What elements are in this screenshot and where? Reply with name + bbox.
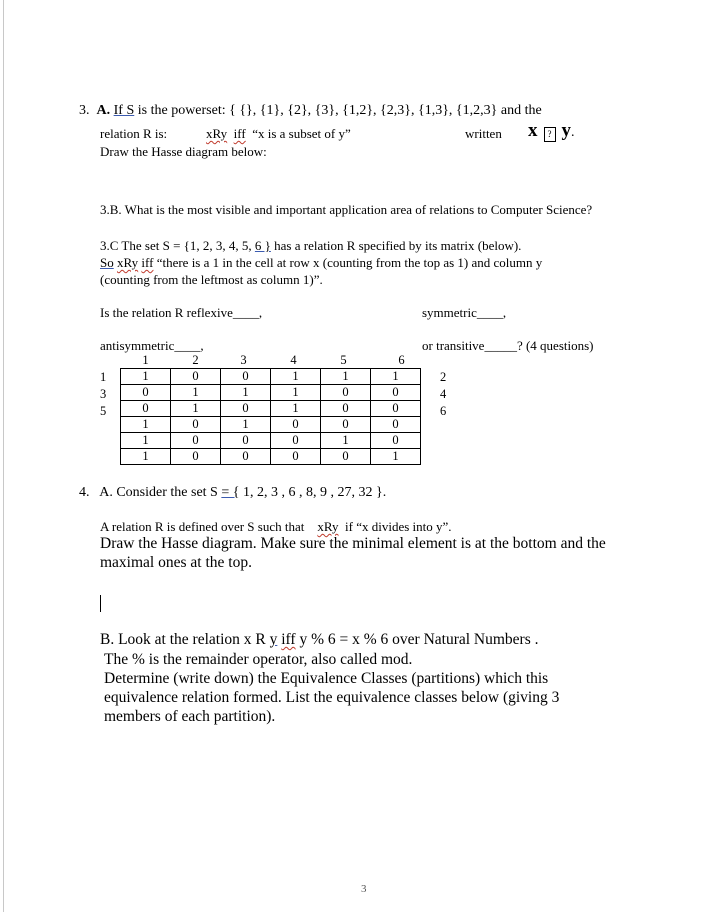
matrix-cell: 0 <box>321 417 371 433</box>
matrix-cell: 1 <box>371 449 421 465</box>
q3c-matrix-text: has a relation R specified by its matrix (below). <box>274 238 522 253</box>
matrix-cell: 1 <box>121 369 171 385</box>
matrix-cell: 0 <box>271 417 321 433</box>
matrix-cell: 0 <box>221 449 271 465</box>
q3a-xry: xRy <box>206 126 228 141</box>
matrix-cell: 1 <box>321 369 371 385</box>
matrix-cell: 0 <box>171 449 221 465</box>
relation-matrix <box>120 368 421 465</box>
col-label-6: 6 <box>398 353 405 367</box>
matrix-cell: 0 <box>171 369 221 385</box>
q3a-written: written <box>465 126 502 141</box>
q4b-relation: B. Look at the relation x R <box>100 631 266 648</box>
q3a-draw-instruction: Draw the Hasse diagram below: <box>100 144 267 159</box>
q4a-line4: maximal ones at the top. <box>100 554 252 571</box>
q4-number: 4. <box>79 485 90 500</box>
matrix-cell: 0 <box>371 401 421 417</box>
q3a-label: A. <box>96 103 111 118</box>
matrix-cell: 0 <box>171 433 221 449</box>
matrix-cell: 0 <box>121 401 171 417</box>
col-label-5: 5 <box>340 353 347 367</box>
q3-number: 3. <box>79 103 90 118</box>
q3c-set-text: 3.C The set S = {1, 2, 3, 4, 5, <box>100 238 252 253</box>
q3a-notation <box>528 120 575 142</box>
text-cursor[interactable] <box>100 595 101 612</box>
q4a-relation-def: A relation R is defined over S such that <box>100 519 305 534</box>
q3a-y: y <box>561 120 571 141</box>
matrix-cell: 0 <box>221 369 271 385</box>
q3a-relation-label: relation R is: <box>100 126 168 141</box>
col-label-2: 2 <box>192 353 199 367</box>
q3a-powerset: is the powerset: { {}, {1}, {2}, {3}, {1,2}, {2,3}, {1,3}, {1,2,3} and the <box>137 103 542 118</box>
q3c-transitive: or transitive_____? (4 questions) <box>422 338 594 353</box>
q4a-xry: xRy <box>317 519 339 534</box>
matrix-cell: 0 <box>121 385 171 401</box>
q3c-xry: xRy <box>116 255 139 270</box>
q3a-period: . <box>571 125 575 140</box>
matrix-cell: 0 <box>321 401 371 417</box>
q4b-line3: Determine (write down) the Equivalence Classes (partitions) which this <box>104 670 549 687</box>
right-label-2: 4 <box>440 387 447 401</box>
matrix-cell: 0 <box>371 433 421 449</box>
q4b-y: y <box>269 631 278 648</box>
q3c-set-end: 6 } <box>254 238 271 253</box>
q3a-definition: “x is a subset of y” <box>252 126 351 141</box>
q4b-line4: equivalence relation formed. List the equivalence classes below (giving 3 <box>104 689 560 706</box>
q3c-rule: “there is a 1 in the cell at row x (counting from the top as 1) and column y <box>156 255 543 270</box>
left-label-1: 1 <box>100 370 107 384</box>
matrix-cell: 1 <box>121 449 171 465</box>
q3c-iff: iff <box>141 255 154 270</box>
q4b-line1 <box>100 631 539 649</box>
q4a-divides: if “x divides into y”. <box>345 519 452 534</box>
matrix-cell: 0 <box>371 385 421 401</box>
matrix-cell: 1 <box>271 385 321 401</box>
q4a-set-members: 1, 2, 3 , 6 , 8, 9 , 27, 32 }. <box>242 485 387 500</box>
matrix-cell: 0 <box>221 401 271 417</box>
matrix-cell: 0 <box>171 417 221 433</box>
q3a-line1 <box>79 103 542 119</box>
q3c-so: So <box>100 255 114 270</box>
matrix-cell: 1 <box>371 369 421 385</box>
matrix-cell: 1 <box>121 417 171 433</box>
q3a-if-s: If S <box>113 103 135 118</box>
q3b-question: 3.B. What is the most visible and important application area of relations to Computer Science? <box>100 202 593 217</box>
q4a-set-label: A. Consider the set S <box>99 485 218 500</box>
q4a-line2 <box>100 519 452 535</box>
col-label-4: 4 <box>290 353 297 367</box>
matrix-row <box>121 433 421 449</box>
matrix-cell: 0 <box>321 449 371 465</box>
matrix-cell: 1 <box>271 369 321 385</box>
matrix-cell: 1 <box>171 401 221 417</box>
matrix-cell: 1 <box>321 433 371 449</box>
q3c-line1 <box>100 238 521 254</box>
col-label-1: 1 <box>142 353 149 367</box>
matrix-cell: 1 <box>171 385 221 401</box>
q4a-set-open: = { <box>221 485 240 500</box>
matrix-cell: 1 <box>221 417 271 433</box>
matrix-cell: 0 <box>271 433 321 449</box>
q4b-iff: iff <box>281 631 296 648</box>
page-number: 3 <box>361 883 367 895</box>
matrix-row <box>121 385 421 401</box>
left-label-3: 5 <box>100 404 107 418</box>
q3a-iff: iff <box>233 126 246 141</box>
q3c-line3: (counting from the leftmost as column 1)”. <box>100 272 323 287</box>
q4a-line3: Draw the Hasse diagram. Make sure the minimal element is at the bottom and the <box>100 535 606 552</box>
matrix-cell: 0 <box>221 433 271 449</box>
matrix-cell: 0 <box>371 417 421 433</box>
q3c-reflexive: Is the relation R reflexive____, <box>100 305 263 320</box>
matrix-cell: 1 <box>221 385 271 401</box>
q3c-antisymmetric: antisymmetric____, <box>100 338 204 353</box>
q4a-line1 <box>79 485 386 501</box>
q3a-x: x <box>528 120 538 141</box>
matrix-cell: 0 <box>321 385 371 401</box>
matrix-row <box>121 449 421 465</box>
right-label-1: 2 <box>440 370 447 384</box>
matrix-row <box>121 369 421 385</box>
matrix-row <box>121 417 421 433</box>
q3a-def <box>206 126 351 142</box>
matrix-row <box>121 401 421 417</box>
matrix-cell: 1 <box>271 401 321 417</box>
page-edge <box>3 0 4 912</box>
q4b-line5: members of each partition). <box>104 708 276 725</box>
col-label-3: 3 <box>240 353 247 367</box>
q4b-equation: y % 6 = x % 6 over Natural Numbers . <box>299 631 539 648</box>
missing-glyph-icon: ? <box>544 127 556 142</box>
right-label-3: 6 <box>440 404 447 418</box>
q4b-line2: The % is the remainder operator, also called mod. <box>104 651 413 668</box>
matrix-cell: 1 <box>121 433 171 449</box>
matrix-cell: 0 <box>271 449 321 465</box>
left-label-2: 3 <box>100 387 107 401</box>
q3c-symmetric: symmetric____, <box>422 305 507 320</box>
q3c-line2 <box>100 255 542 271</box>
